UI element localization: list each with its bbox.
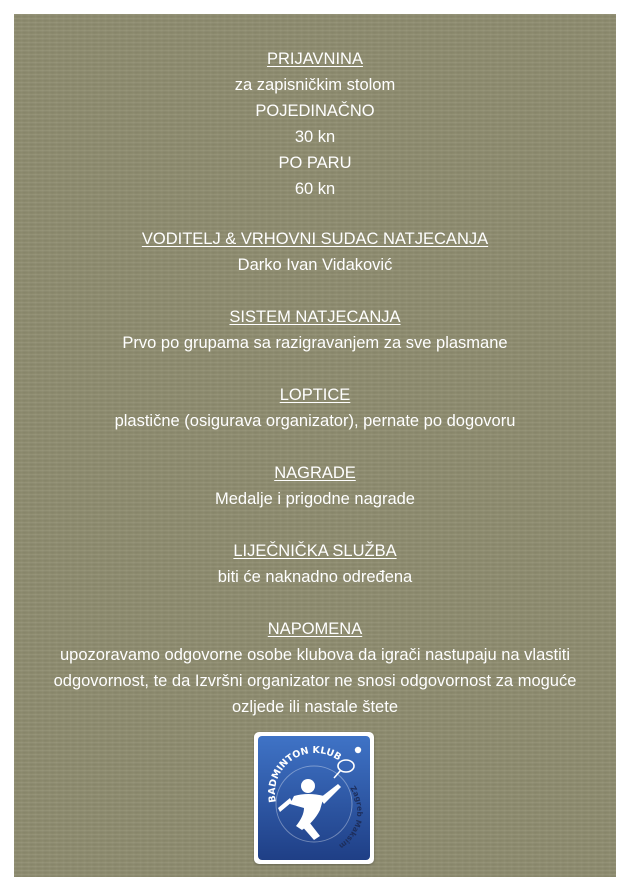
fee-line: za zapisničkim stolom: [234, 76, 396, 94]
fee-section: [14, 46, 616, 202]
fee-line: 60 kn: [294, 180, 336, 198]
prizes-text: Medalje i prigodne nagrade: [215, 490, 415, 508]
system-section: [14, 304, 616, 356]
fee-line: POJEDINAČNO: [255, 102, 375, 120]
medical-text: biti će naknadno određena: [217, 568, 413, 586]
note-text: upozoravamo odgovorne osobe klubova da igrači nastupaju na vlastiti odgovornost, te da Izvršni organizator ne snosi odgovornost za moguće ozljede ili nastale štete: [53, 646, 577, 716]
balls-text: plastične (osigurava organizator), pernate po dogovoru: [114, 412, 516, 430]
flyer-page: [14, 14, 616, 877]
logo-sub-textpath: Zagreb Maksim: [337, 784, 365, 851]
referee-name: Darko Ivan Vidaković: [237, 256, 393, 274]
fee-heading: PRIJAVNINA: [267, 50, 363, 68]
system-heading: SISTEM NATJECANJA: [229, 308, 401, 326]
note-section: [14, 616, 616, 720]
note-heading: NAPOMENA: [267, 620, 363, 638]
medical-heading: LIJEČNIČKA SLUŽBA: [233, 542, 397, 560]
logo-arc-textpath: BADMINTON KLUB: [266, 744, 344, 804]
fee-line: PO PARU: [278, 154, 352, 172]
referee-heading: VODITELJ & VRHOVNI SUDAC NATJECANJA: [141, 230, 489, 248]
prizes-heading: NAGRADE: [274, 464, 356, 482]
club-logo: [254, 732, 374, 864]
system-text: Prvo po grupama sa razigravanjem za sve plasmane: [122, 334, 508, 352]
fee-line: 30 kn: [294, 128, 336, 146]
balls-heading: LOPTICE: [279, 386, 351, 404]
referee-section: [14, 226, 616, 278]
medical-section: [14, 538, 616, 590]
prizes-section: [14, 460, 616, 512]
club-logo-graphic: [254, 732, 374, 864]
balls-section: [14, 382, 616, 434]
